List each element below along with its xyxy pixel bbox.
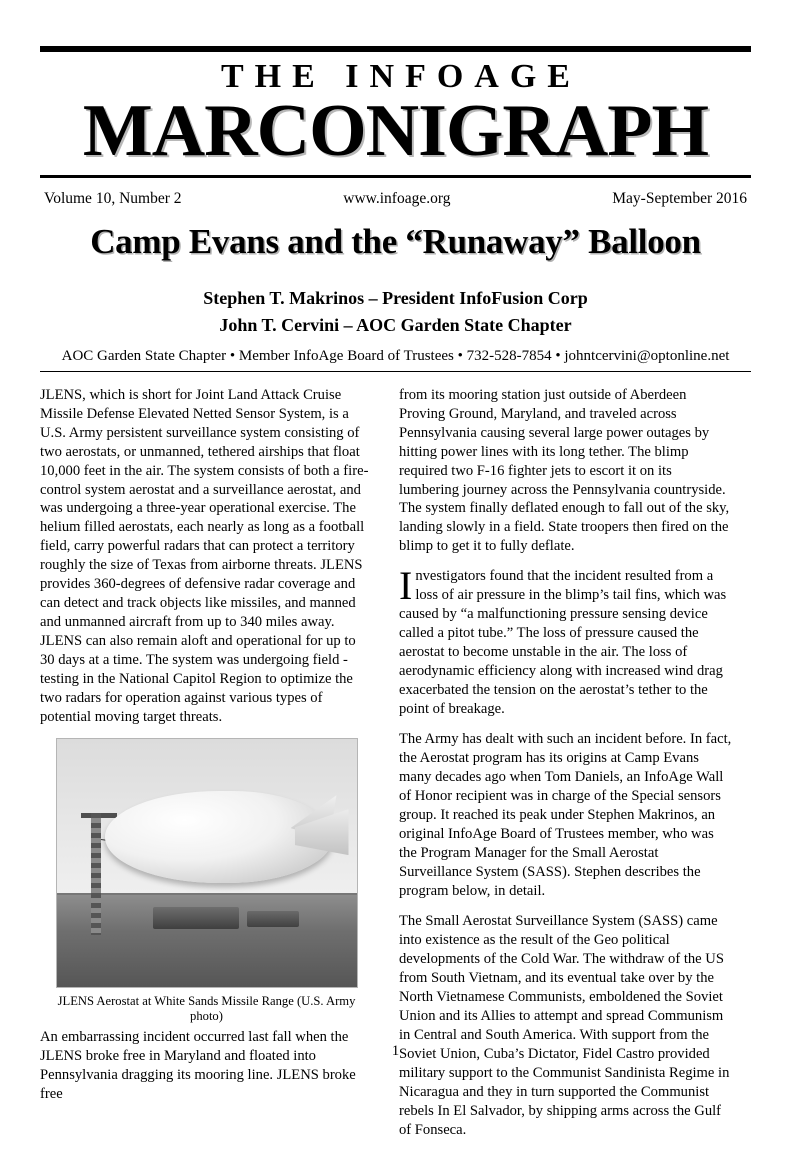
ground-vehicle-2 [247, 911, 299, 927]
issue-website[interactable]: www.infoage.org [343, 190, 451, 208]
author-two: John T. Cervini – AOC Garden State Chapter [219, 314, 572, 335]
contact-line: AOC Garden State Chapter • Member InfoAge Board of Trustees • 732-528-7854 • johntcervini@optonline.net [40, 348, 751, 372]
right-column [399, 386, 732, 1150]
aerostat-photo [56, 738, 358, 988]
left-column [40, 386, 373, 1150]
issue-date: May-September 2016 [612, 190, 747, 208]
newsletter-page [0, 46, 791, 1138]
right-paragraph-2 [399, 563, 732, 719]
masthead [40, 46, 751, 178]
left-paragraph-2: An embarrassing incident occurred last fall when the JLENS broke free in Maryland and floated into Pennsylvania dragging its mooring line. JLENS broke free [40, 1029, 356, 1102]
aerostat-figure [40, 738, 373, 1024]
masthead-title: MARCONIGRAPH [82, 90, 709, 172]
page-number: 1 [391, 1043, 400, 1059]
right-paragraph-3: The Army has dealt with such an incident before. In fact, the Aerostat program has its origins at Camp Evans many decades ago when Tom Daniels, an InfoAge Wall of Honor recipient was in charge of the Special sensors group. It reached its peak under Stephen Makrinos, an original InfoAge Board of Trustees member, who was the Program Manager for the Small Aerostat Surveillance System (SASS). Stephen describes the program below, in detail. [399, 731, 732, 899]
photo-horizon [57, 893, 357, 895]
aerostat-balloon [105, 791, 333, 883]
article-body [40, 386, 751, 1150]
article-headline: Camp Evans and the “Runaway” Balloon [90, 222, 701, 262]
left-paragraph-1: JLENS, which is short for Joint Land Attack Cruise Missile Defense Elevated Netted Sensor System, is a U.S. Army persistent surveillance system consisting of two aerostats, or unmanned, tethered airships that float 10,000 feet in the air. The system consists of both a fire-control system aerostat and a surveillance aerostat, and was undergoing a three-year operational exercise. The helium filled aerostats, each nearly as long as a football field, carry powerful radars that can protect a territory roughly the size of Texas from airborne threats. JLENS provides 360-degrees of defensive radar coverage and can detect and track objects like missiles, and manned and unmanned aircraft from up to 340 miles away. JLENS can also remain aloft and operational for up to 30 days at a time. The system was undergoing field - testing in the National Capitol Region to optimize the two radars for operation against various types of potential moving target threats. [40, 386, 369, 726]
article-byline [40, 285, 751, 337]
ground-vehicle-1 [153, 907, 239, 929]
issue-line [40, 190, 751, 208]
right-paragraph-4: The Small Aerostat Surveillance System (SASS) came into existence as the result of the Geo political developments of the Cold War. The withdraw of the US from South Vietnam, and its eventual take over by the North Vietnamese Communists, emboldened the Soviet Union and its Allies to attempt and spread Communism in Central and South America. With support from the Soviet Union, Cuba’s Dictator, Fidel Castro provided military support to the Communist Sandinista Regime in Nicaragua and they in turn supported the Communist rebels In El Salvador, by shipping arms across the Gulf of Fonseca. [399, 912, 730, 1138]
masthead-kicker: THE INFOAGE [221, 58, 581, 95]
right-paragraph-1: from its mooring station just outside of Aberdeen Proving Ground, Maryland, and traveled across Pennsylvania causing several large power outages by hitting power lines with its long tether. The blimp required two F-16 fighter jets to escort it on its lumbering journey across the Pennsylvania countryside. The system finally deflated enough to fall out of the sky, landing slowly in a field. State troopers then fired on the blimp to get it to fully deflate. [399, 386, 730, 555]
author-one: Stephen T. Makrinos – President InfoFusion Corp [203, 288, 588, 309]
mooring-tower [91, 813, 101, 935]
figure-caption: JLENS Aerostat at White Sands Missile Range (U.S. Army photo) [57, 994, 356, 1024]
drop-cap: I [399, 563, 413, 609]
issue-volume: Volume 10, Number 2 [44, 190, 182, 208]
right-paragraph-2-text: nvestigators found that the incident resulted from a loss of air pressure in the blimp’s tail fins, which was caused by “a malfunctioning pressure sensing device called a pitot tube.” The loss of pressure caused the aerostat to become unstable in the air. The loss of aerodynamic efficiency along with increased wind drag exacerbated the tension on the aerostat’s tether to the point of breakage. [399, 568, 727, 718]
